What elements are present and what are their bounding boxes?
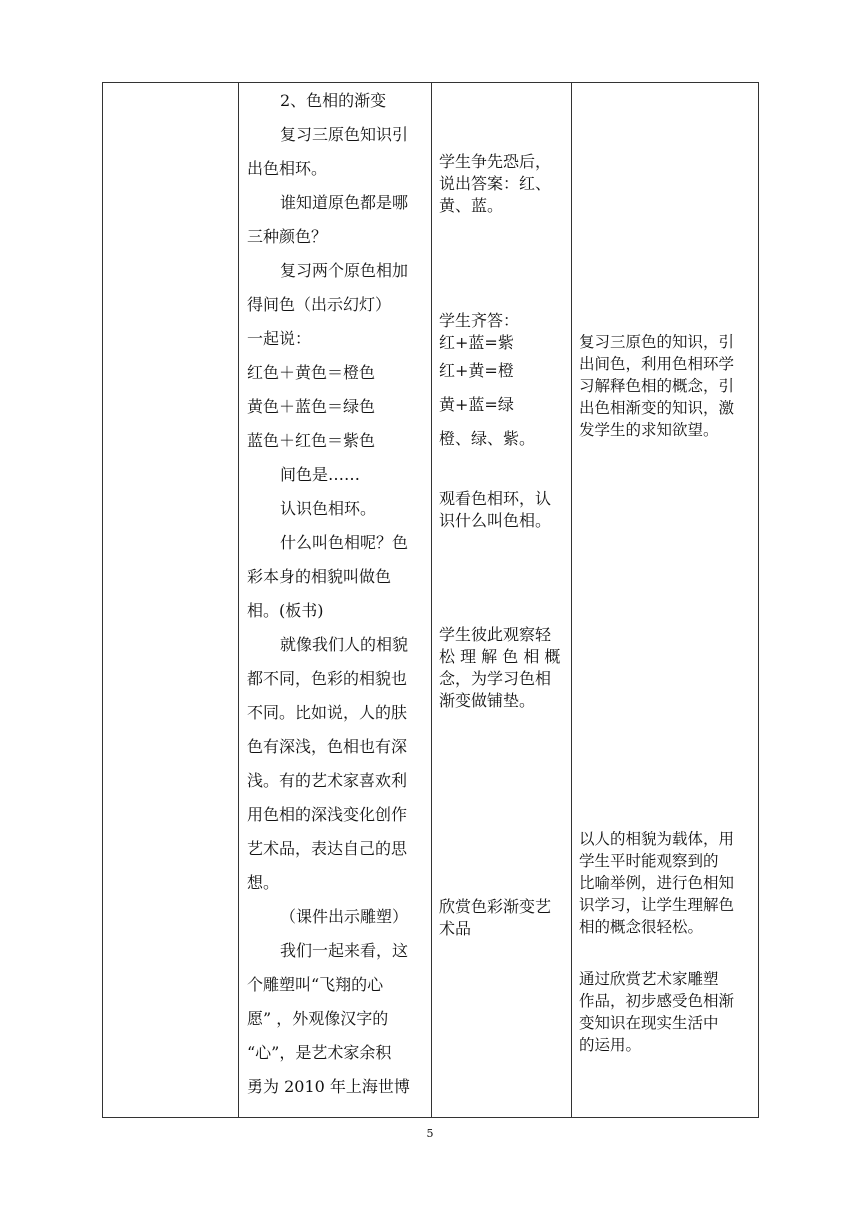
student-activity-column — [431, 83, 571, 1117]
text-line: 勇为 2010 年上海世博 — [247, 1077, 410, 1096]
text-line: 欣赏色彩渐变艺 — [439, 897, 552, 916]
text-line: 不同。比如说，人的肤 — [247, 703, 408, 722]
text-line: 红+黄=橙 — [439, 361, 514, 380]
text-line: 以人的相貌为载体，用 — [579, 830, 735, 848]
text-line: 什么叫色相呢？色 — [280, 533, 409, 552]
teacher-activity-column — [238, 83, 431, 1117]
text-line: 出间色，利用色相环学 — [579, 355, 735, 373]
text-line: 学生彼此观察轻 — [439, 625, 552, 644]
text-line: 愿” ，外观像汉字的 — [247, 1009, 389, 1028]
text-line: （课件出示雕塑） — [280, 907, 409, 926]
lesson-plan-table — [102, 82, 759, 1118]
text-line: 松 理 解 色 相 概 — [439, 647, 561, 666]
text-line: 通过欣赏艺术家雕塑 — [579, 970, 719, 988]
text-line: 渐变做铺垫。 — [439, 691, 536, 710]
text-line: 艺术品，表达自己的思 — [247, 839, 408, 858]
text-line: 习解释色相的概念，引 — [579, 377, 735, 395]
text-line: 复习三原色知识引 — [280, 125, 409, 144]
text-line: 都不同，色彩的相貌也 — [247, 669, 408, 688]
text-line: 彩本身的相貌叫做色 — [247, 567, 392, 586]
text-line: 红色＋黄色＝橙色 — [247, 363, 376, 382]
text-line: 个雕塑叫“飞翔的心 — [247, 975, 384, 994]
text-line: 学生争先恐后， — [439, 152, 552, 171]
text-line: 念，为学习色相 — [439, 669, 552, 688]
text-line: 学生齐答： — [439, 311, 520, 330]
text-line: 复习两个原色相加 — [280, 261, 409, 280]
text-line: 黄色＋蓝色＝绿色 — [247, 397, 376, 416]
text-line: 说出答案：红、 — [439, 174, 552, 193]
text-line: 用色相的深浅变化创作 — [247, 805, 408, 824]
text-line: 谁知道原色都是哪 — [280, 193, 409, 212]
text-line: 相。(板书) — [247, 601, 324, 620]
text-line: 橙、绿、紫。 — [439, 429, 536, 448]
text-line: 我们一起来看，这 — [280, 941, 409, 960]
text-line: 黄+蓝=绿 — [439, 395, 514, 414]
text-line: 学生平时能观察到的 — [579, 852, 719, 870]
text-line: 得间色（出示幻灯） — [247, 295, 392, 314]
text-line: 比喻举例，进行色相知 — [579, 874, 735, 892]
text-line: 认识色相环。 — [280, 499, 377, 518]
text-line: 出色相环。 — [247, 159, 328, 178]
text-line: 浅。有的艺术家喜欢利 — [247, 771, 408, 790]
text-line: 出色相渐变的知识，激 — [579, 399, 735, 417]
text-line: 发学生的求知欲望。 — [579, 421, 719, 439]
text-line: “心”，是艺术家余积 — [247, 1043, 392, 1062]
text-line: 观看色相环，认 — [439, 489, 552, 508]
text-line: 的运用。 — [579, 1036, 642, 1054]
page-number: 5 — [426, 1127, 434, 1140]
text-line: 复习三原色的知识，引 — [579, 333, 735, 351]
text-line: 三种颜色？ — [247, 227, 328, 246]
text-line: 一起说： — [247, 329, 312, 348]
text-line: 相的概念很轻松。 — [579, 918, 704, 936]
text-line: 识学习，让学生理解色 — [579, 896, 735, 914]
text-line: 红+蓝=紫 — [439, 333, 514, 352]
design-intent-column — [571, 83, 760, 1117]
text-line: 间色是…… — [280, 465, 361, 484]
text-line: 术品 — [439, 919, 472, 938]
text-line: 变知识在现实生活中 — [579, 1014, 719, 1032]
text-line: 识什么叫色相。 — [439, 511, 552, 530]
text-line: 作品，初步感受色相渐 — [579, 992, 735, 1010]
text-line: 就像我们人的相貌 — [280, 635, 409, 654]
text-line: 色有深浅，色相也有深 — [247, 737, 408, 756]
text-line: 想。 — [247, 873, 280, 892]
text-line: 2、色相的渐变 — [280, 91, 387, 110]
text-line: 蓝色＋红色＝紫色 — [247, 431, 376, 450]
text-line: 黄、蓝。 — [439, 196, 504, 215]
